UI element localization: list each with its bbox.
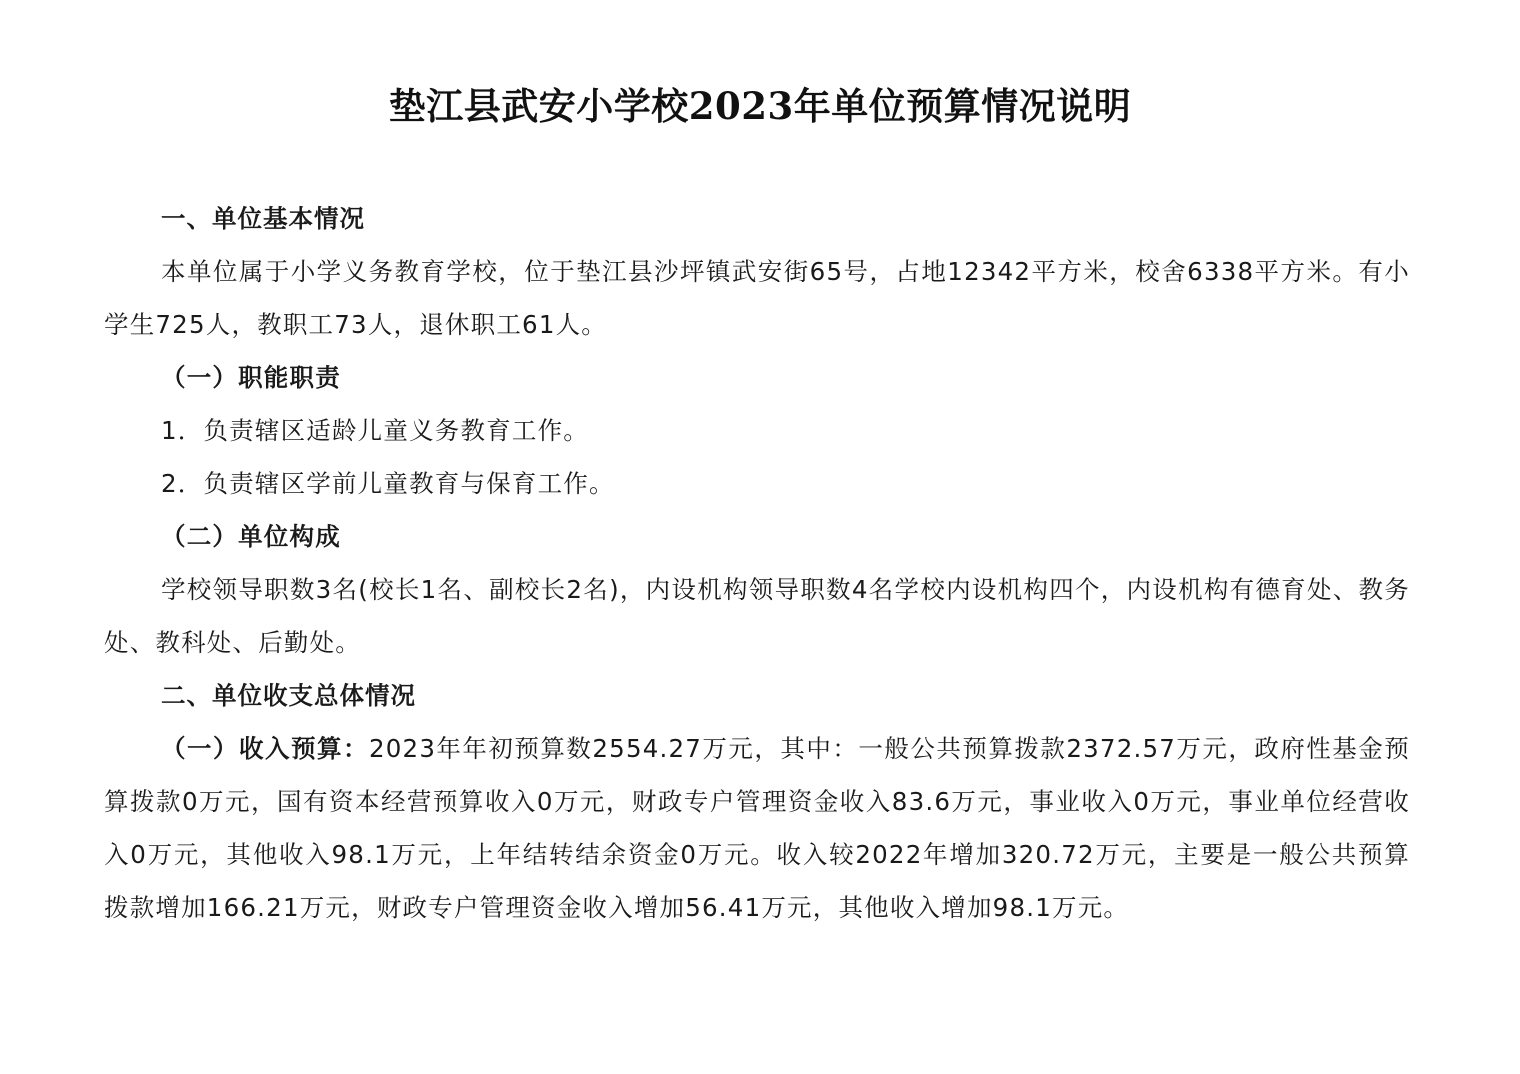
subheading-composition: （二）单位构成	[161, 522, 341, 551]
section-heading-basic-info: 一、单位基本情况	[161, 204, 365, 233]
duty-item-2: 2．负责辖区学前儿童教育与保育工作。	[161, 469, 615, 498]
composition-paragraph: 学校领导职数3名(校长1名、副校长2名)，内设机构领导职数4名学校内设机构四个，内设机构有德育处、教务处、教科处、后勤处。	[104, 575, 1410, 657]
income-budget-text: 2023年年初预算数2554.27万元，其中：一般公共预算拨款2372.57万元，政府性基金预算拨款0万元，国有资本经营预算收入0万元，财政专户管理资金收入83.6万元，事业收入0万元，事业单位经营收入0万元，其他收入98.1万元，上年结转结余资金0万元。收入较2022年增加320.72万元，主要是一般公共预算拨款增加166.21万元，财政专户管理资金收入增加56.41万元，其他收入增加98.1万元。	[104, 734, 1410, 922]
duty-item-1: 1．负责辖区适龄儿童义务教育工作。	[161, 416, 589, 445]
income-budget-label: （一）收入预算：	[161, 734, 369, 763]
document-body	[104, 192, 1410, 934]
subheading-duties: （一）职能职责	[161, 363, 341, 392]
income-budget-paragraph	[104, 722, 1410, 934]
basic-info-paragraph: 本单位属于小学义务教育学校，位于垫江县沙坪镇武安街65号，占地12342平方米，校舍6338平方米。有小学生725人，教职工73人，退休职工61人。	[104, 257, 1410, 339]
section-heading-budget-overview: 二、单位收支总体情况	[161, 681, 416, 710]
document-title: 垫江县武安小学校2023年单位预算情况说明	[388, 84, 1132, 128]
